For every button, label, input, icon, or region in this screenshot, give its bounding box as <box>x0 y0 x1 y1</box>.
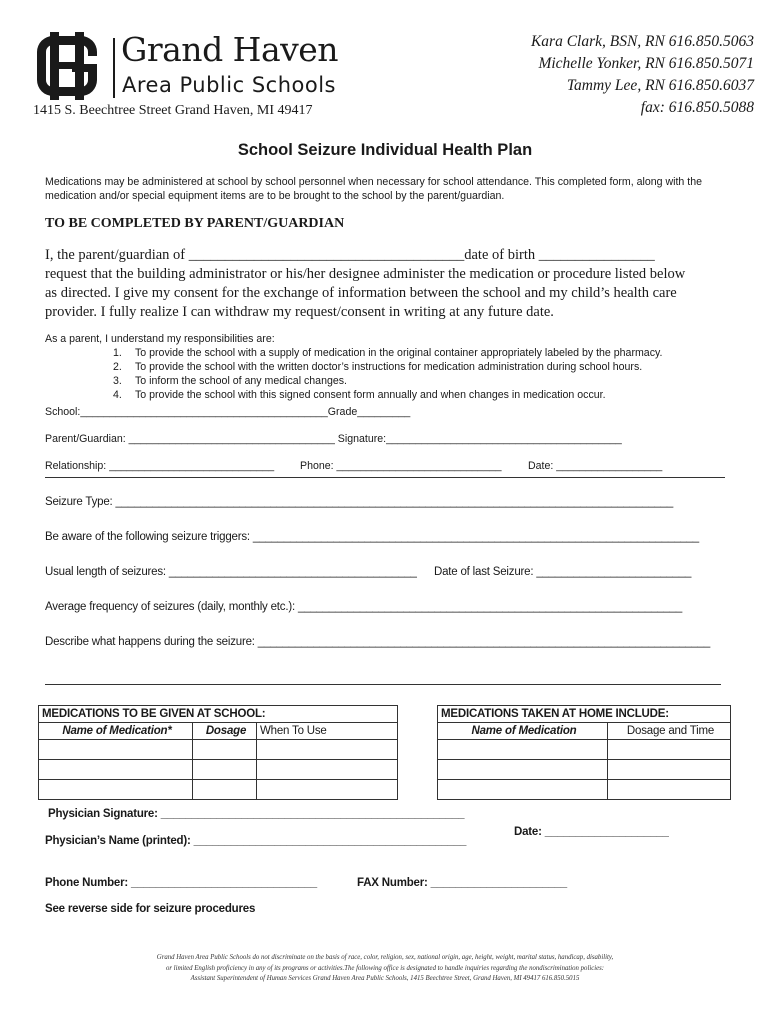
table-cell[interactable] <box>39 780 193 800</box>
consent-line: as directed. I give my consent for the exchange of information between the school and my child’s health care <box>45 285 677 301</box>
physician-signature-field[interactable]: Physician Signature: _________________________________________________ <box>48 808 465 820</box>
physician-date-field[interactable]: Date: ____________________ <box>514 826 669 838</box>
contact-fax: fax: 616.850.5088 <box>640 99 754 116</box>
section-heading: TO BE COMPLETED BY PARENT/GUARDIAN <box>45 216 345 231</box>
seizure-triggers-field[interactable]: Be aware of the following seizure triggers: ________________________________________________________________________ <box>45 531 699 543</box>
physician-fax-field[interactable]: FAX Number: ______________________ <box>357 877 567 889</box>
table-cell[interactable] <box>438 760 608 780</box>
table-cell[interactable] <box>608 740 731 760</box>
consent-line: provider. I fully realize I can withdraw my request/consent in writing at any future date. <box>45 304 554 320</box>
footer-line: Grand Haven Area Public Schools do not discriminate on the basis of race, color, religion, sex, national origin, age, height, weight, marital status, handicap, disability, <box>156 954 614 961</box>
table-cell[interactable] <box>193 780 257 800</box>
table-cell[interactable] <box>193 740 257 760</box>
column-header: When To Use <box>257 723 398 740</box>
item-number: 2. <box>113 361 122 373</box>
column-header: Dosage <box>193 723 257 740</box>
item-number: 1. <box>113 347 122 359</box>
date-field[interactable]: Date: __________________ <box>528 460 663 472</box>
table-cell[interactable] <box>608 760 731 780</box>
consent-paragraph <box>45 246 735 322</box>
consent-line[interactable]: I, the parent/guardian of ______________________________________date of birth ________________ <box>45 247 655 263</box>
responsibilities-intro: As a parent, I understand my responsibilities are: <box>45 333 275 345</box>
phone-field[interactable]: Phone: ____________________________ <box>300 460 502 472</box>
district-logo-monogram <box>33 32 101 100</box>
responsibility-item <box>113 361 642 373</box>
item-number: 4. <box>113 389 122 401</box>
table-cell[interactable] <box>193 760 257 780</box>
responsibility-item <box>113 389 606 401</box>
responsibility-item <box>113 375 347 387</box>
intro-paragraph: Medications may be administered at school by school personnel when necessary for school attendance. This completed form, along with the medication and/or special equipment items are to be brought to the school by the parent/guardian. <box>45 176 702 202</box>
physician-phone-field[interactable]: Phone Number: ______________________________ <box>45 877 317 889</box>
last-seizure-date-field[interactable]: Date of last Seizure: _________________________ <box>434 566 692 578</box>
item-text: To provide the school with a supply of medication in the original container appropriately labeled by the pharmacy. <box>135 347 663 359</box>
relationship-field[interactable]: Relationship: ____________________________ <box>45 460 275 472</box>
table-cell[interactable] <box>608 780 731 800</box>
school-medications-table <box>38 705 398 800</box>
table-cell[interactable] <box>438 740 608 760</box>
school-grade-field[interactable]: School:__________________________________________Grade_________ <box>45 406 411 418</box>
seizure-frequency-field[interactable]: Average frequency of seizures (daily, monthly etc.): ______________________________________________________________ <box>45 601 683 613</box>
usual-length-field[interactable]: Usual length of seizures: ________________________________________ <box>45 566 417 578</box>
table-cell[interactable] <box>257 740 398 760</box>
item-number: 3. <box>113 375 122 387</box>
contact-nurse-1: Kara Clark, BSN, RN 616.850.5063 <box>530 33 754 50</box>
table-cell[interactable] <box>39 760 193 780</box>
document-title: School Seizure Individual Health Plan <box>237 141 533 159</box>
logo-divider <box>113 38 115 98</box>
item-text: To provide the school with the written doctor’s instructions for medication administration during school hours. <box>135 361 643 373</box>
table-heading: MEDICATIONS TO BE GIVEN AT SCHOOL: <box>39 706 398 723</box>
home-medications-table <box>437 705 731 800</box>
description-continuation-line[interactable] <box>45 684 721 685</box>
district-name: Grand Haven <box>121 30 339 69</box>
table-cell[interactable] <box>257 760 398 780</box>
table-heading: MEDICATIONS TAKEN AT HOME INCLUDE: <box>438 706 731 723</box>
contact-nurse-3: Tammy Lee, RN 616.850.6037 <box>566 77 754 94</box>
district-address: 1415 S. Beechtree Street Grand Haven, MI 49417 <box>33 103 313 118</box>
column-header: Name of Medication* <box>39 723 193 740</box>
column-header: Dosage and Time <box>608 723 731 740</box>
footer-line: or limited English proficiency in any of its programs or activities.The following office is designated to handle inquiries regarding the nondiscrimination policies: <box>165 964 605 972</box>
item-text: To provide the school with this signed consent form annually and when changes in medication occur. <box>135 389 606 401</box>
seizure-type-field[interactable]: Seizure Type: __________________________________________________________________________________________ <box>45 496 674 508</box>
table-cell[interactable] <box>39 740 193 760</box>
physician-name-field[interactable]: Physician’s Name (printed): ____________________________________________ <box>45 835 467 847</box>
parent-signature-field[interactable]: Parent/Guardian: ___________________________________ Signature:________________________________________ <box>45 433 622 445</box>
table-cell[interactable] <box>257 780 398 800</box>
nondiscrimination-footer <box>100 953 670 985</box>
contact-nurse-2: Michelle Yonker, RN 616.850.5071 <box>538 55 754 72</box>
footer-line: Assistant Superintendent of Human Services Grand Haven Area Public Schools, 1415 Beechtree Street, Grand Haven, MI 49417 616.850.5015 <box>190 975 580 982</box>
responsibility-item <box>113 347 662 359</box>
column-header: Name of Medication <box>438 723 608 740</box>
district-name-subtitle: Area Public Schools <box>122 73 336 97</box>
seizure-description-field[interactable]: Describe what happens during the seizure: _________________________________________________________________________ <box>45 636 711 648</box>
item-text: To inform the school of any medical changes. <box>135 375 347 387</box>
consent-line: request that the building administrator or his/her designee administer the medication or procedure listed below <box>45 266 686 282</box>
reverse-side-note: See reverse side for seizure procedures <box>45 903 256 915</box>
table-cell[interactable] <box>438 780 608 800</box>
divider-line <box>45 477 725 478</box>
